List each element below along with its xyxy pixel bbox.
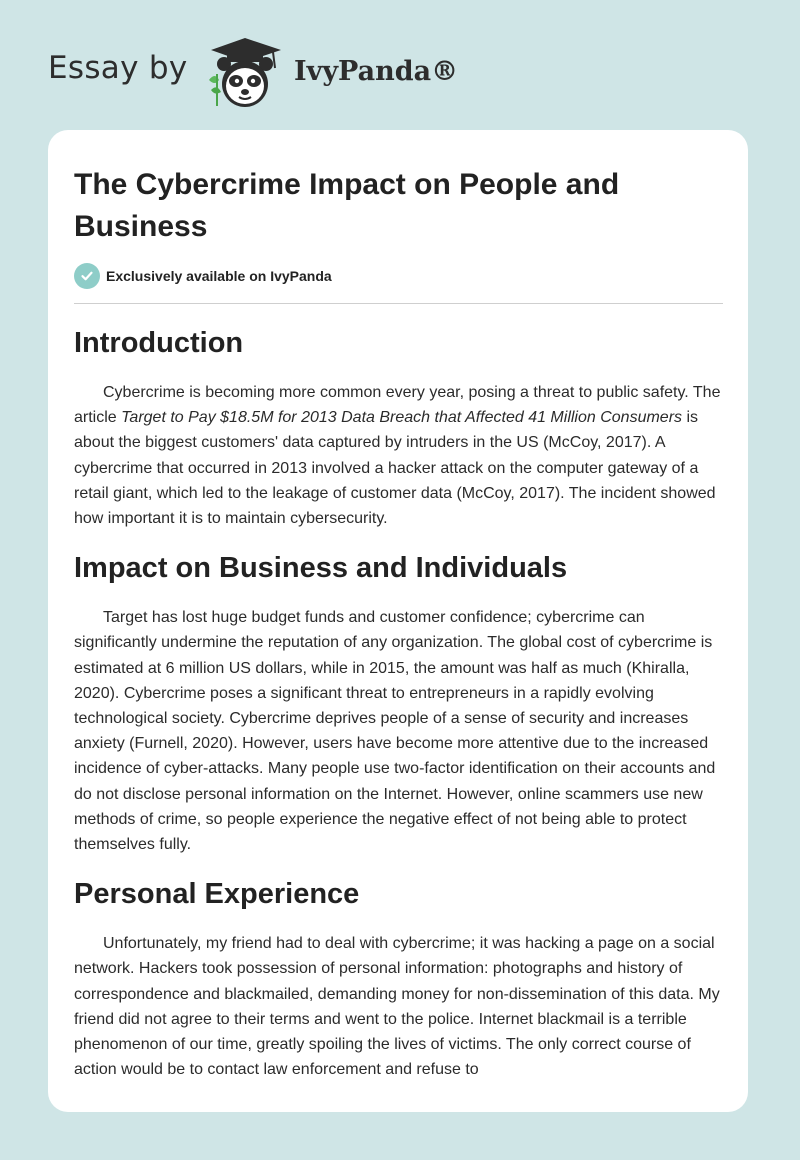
paragraph-text: is about the biggest customers' data captured by intruders in the US (McCoy, 2017). A cybercrime that occurred in 2013 involved a hacker attack on the computer gateway of a retail giant, which led to the leakage of customer data (McCoy, 2017). The incident showed how important it is to maintain cybersecurity. xyxy=(74,409,716,528)
section-heading-impact: Impact on Business and Individuals xyxy=(74,552,568,585)
essay-title: The Cybercrime Impact on People and Business xyxy=(74,168,620,243)
section-paragraph-personal-experience: Unfortunately, my friend had to deal with cybercrime; it was hacking a page on a social network. Hackers took possession of personal information: photographs and history of correspondence and blackmailed, demanding money for non-dissemination of this data. My friend did not agree to their terms and went to the police. Internet blackmail is a terrible phenomenon of our time, greatly spoiling the lives of victims. The only correct course of action would be to contact law enforcement and refuse to xyxy=(74,935,720,1079)
section-paragraph-impact: Target has lost huge budget funds and customer confidence; cybercrime can significantly undermine the reputation of any organization. The global cost of cybercrime is estimated at 6 million US dollars, while in 2015, the amount was half as much (Khiralla, 2020). Cybercrime poses a significant threat to entrepreneurs in a rapidly evolving technological society. Cybercrime deprives people of a sense of security and increases anxiety (Furnell, 2020). However, users have become more attentive due to the increased incidence of cyber-attacks. Many people use two-factor identification on their accounts and do not disclose personal information on the Internet. However, online scammers use new methods of crime, so people experience the negative effect of not being able to protect themselves fully. xyxy=(74,609,716,854)
brand-name[interactable]: IvyPanda® xyxy=(294,56,459,87)
essay-body xyxy=(74,326,726,1082)
section-paragraph-introduction xyxy=(74,380,726,531)
site-header xyxy=(0,0,800,130)
essay-card xyxy=(48,130,748,1112)
article-title-citation: Target to Pay $18.5M for 2013 Data Breach that Affected 41 Million Consumers xyxy=(121,409,683,427)
section-heading-introduction: Introduction xyxy=(74,327,244,359)
check-circle-icon xyxy=(74,263,100,289)
section-heading-personal-experience: Personal Experience xyxy=(74,878,360,911)
panda-graduate-logo-icon[interactable] xyxy=(203,34,291,108)
divider xyxy=(74,303,723,304)
paragraph-text: Cybercrime is becoming more common every year, posing a threat to public safety. The article xyxy=(74,384,721,427)
essay-by-label: Essay by xyxy=(48,50,188,86)
exclusive-badge xyxy=(74,263,332,289)
badge-label: Exclusively available on IvyPanda xyxy=(106,268,332,284)
